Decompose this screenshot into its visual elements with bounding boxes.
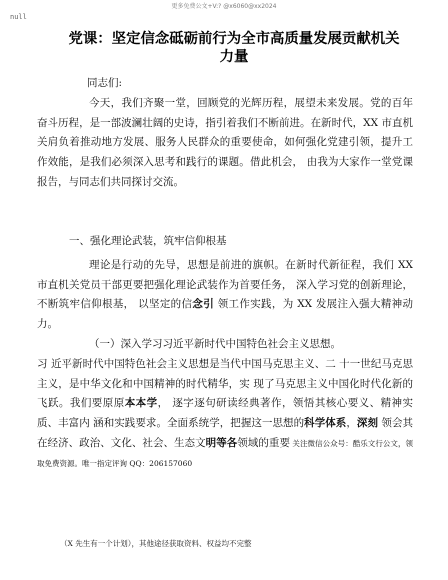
paragraph-study-comma: ， bbox=[346, 417, 357, 430]
null-label: null bbox=[10, 13, 27, 21]
paragraph-study-text-2: ， 逐字逐句研读经典著作，领悟其核心要义、精神实质、丰富内 涵和实践要求。全面系统学，把握这一思想的 bbox=[37, 397, 414, 430]
header-line: 更多免费公文+V:? @x6060@xx2024 bbox=[171, 3, 277, 10]
paragraph-study-bold-1: 本本学 bbox=[124, 397, 158, 410]
document-title: 党课：坚定信念砥砺前行为全市高质量发展贡献机关力量 bbox=[68, 31, 400, 65]
section-heading-1: 一、强化理论武装，筑牢信仰根基 bbox=[69, 235, 227, 247]
paragraph-theory bbox=[37, 256, 413, 335]
paragraph-study-bold-2: 科学体系 bbox=[304, 417, 347, 430]
paragraph-study-text: 习 近平新时代中国特色社会主义思想是当代中国马克思主义、二 十一世纪马克思主义，是中华文化和中国精神的时代精华，实 现了马克思主义中国化时代化新的飞跃。我们要原原 bbox=[37, 358, 413, 410]
paragraph-theory-tail: 领工作实践，为 XX 发展注入强大精神动力。 bbox=[37, 298, 414, 331]
watermark-note: 关注微信公众号：酷乐文行公文，领取免费资源。唯一指定评询 QQ：206157060 bbox=[37, 438, 414, 468]
subsection-heading-1: （一）深入学习习近平新时代中国特色社会主义思想。 bbox=[89, 338, 341, 350]
paragraph-intro: 今天，我们齐聚一堂，回顾党的光辉历程，展望未来发展。党的百年奋斗历程，是一部波澜壮阔的史诗，指引着我们不断前进。在新时代，XX 市直机关肩负着推动地方发展、服务人民群众的重要使命，如何强化党建引领，提升工作效能，是我们必须深入思考和践行的课题。借此机会， 由我为大家作一堂党课报告，与同志们共同探讨交流。 bbox=[37, 97, 413, 188]
paragraph-study-text-4: 领域的重要 bbox=[237, 436, 290, 449]
greeting: 同志们: bbox=[87, 77, 123, 89]
paragraph-study-text-3: 领会其在经济、政治、文化、社会、生态文 bbox=[37, 417, 414, 449]
paragraph-theory-bold: 念引 bbox=[192, 298, 215, 311]
paragraph-study-bold-4: 明等各 bbox=[205, 436, 238, 449]
paragraph-study-bold-3: 深刻 bbox=[356, 417, 379, 430]
paragraph-theory-text: 理论是行动的先导，思想是前进的旗帜。在新时代新征程，我们 XX 市直机关党员干部更要把强化理论武装作为首要任务， 深入学习党的创新理论，不断筑牢信仰根基， 以坚定的信 bbox=[37, 259, 413, 311]
footer-line: （X 先生有一个计划），其他途径获取资料、权益均不完整 bbox=[60, 539, 252, 548]
paragraph-study bbox=[37, 355, 413, 473]
